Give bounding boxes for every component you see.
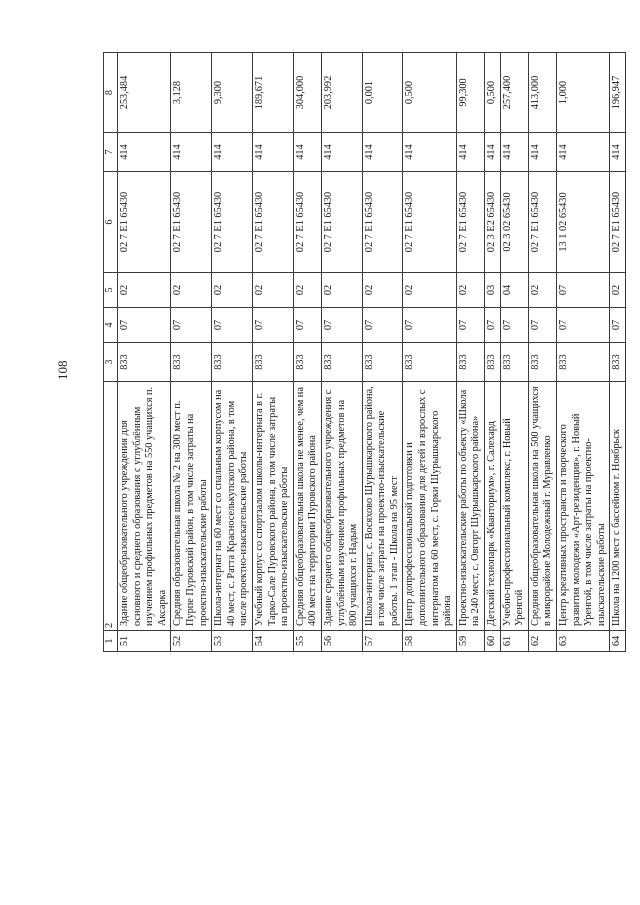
cell-section-code: 07 bbox=[485, 308, 501, 343]
cell-section-code: 07 bbox=[321, 308, 362, 343]
cell-target-article-code: 02 7 Е1 65430 bbox=[118, 172, 171, 273]
cell-object-name: Средняя общеобразовательная школа на 500 учащихся в микрорайоне Молодежный г. Муравленко bbox=[528, 382, 556, 631]
cell-expense-type-code: 414 bbox=[171, 133, 212, 172]
cell-row-number: 64 bbox=[610, 631, 626, 652]
header-col-7: 7 bbox=[104, 133, 118, 172]
cell-amount: 1,000 bbox=[557, 53, 610, 133]
table-row bbox=[500, 53, 528, 652]
table-row bbox=[528, 53, 556, 652]
cell-subsection-code: 02 bbox=[171, 273, 212, 308]
table-row bbox=[252, 53, 293, 652]
cell-row-number: 61 bbox=[500, 631, 528, 652]
cell-amount: 257,400 bbox=[500, 53, 528, 133]
cell-expense-type-code: 414 bbox=[212, 133, 253, 172]
cell-section-code: 07 bbox=[118, 308, 171, 343]
cell-amount: 253,484 bbox=[118, 53, 171, 133]
header-col-5: 5 bbox=[104, 273, 118, 308]
cell-amount: 9,300 bbox=[212, 53, 253, 133]
cell-target-article-code: 02 7 Е1 65430 bbox=[456, 172, 484, 273]
cell-subsection-code: 02 bbox=[528, 273, 556, 308]
cell-target-article-code: 02 3 02 65430 bbox=[500, 172, 528, 273]
cell-section-code: 07 bbox=[362, 308, 403, 343]
table-row bbox=[557, 53, 610, 652]
cell-object-name: Детский технопарк «Кванториум», г. Салехард bbox=[485, 382, 501, 631]
cell-amount: 0,500 bbox=[403, 53, 456, 133]
cell-expense-type-code: 414 bbox=[118, 133, 171, 172]
cell-expense-type-code: 414 bbox=[500, 133, 528, 172]
cell-expense-type-code: 414 bbox=[252, 133, 293, 172]
cell-ministry-code: 833 bbox=[557, 343, 610, 382]
table-row bbox=[610, 53, 626, 652]
cell-ministry-code: 833 bbox=[171, 343, 212, 382]
table-row bbox=[293, 53, 321, 652]
cell-row-number: 62 bbox=[528, 631, 556, 652]
cell-target-article-code: 02 7 Е1 65430 bbox=[252, 172, 293, 273]
cell-ministry-code: 833 bbox=[403, 343, 456, 382]
cell-section-code: 07 bbox=[171, 308, 212, 343]
cell-object-name: Проектно-изыскательские работы по объекту «Школа на 240 мест, с. Овгорт Шурышкарского района» bbox=[456, 382, 484, 631]
cell-section-code: 07 bbox=[212, 308, 253, 343]
cell-row-number: 58 bbox=[403, 631, 456, 652]
cell-expense-type-code: 414 bbox=[528, 133, 556, 172]
cell-subsection-code: 02 bbox=[456, 273, 484, 308]
cell-row-number: 52 bbox=[171, 631, 212, 652]
cell-section-code: 07 bbox=[252, 308, 293, 343]
header-col-8: 8 bbox=[104, 53, 118, 133]
cell-target-article-code: 02 7 Е1 65430 bbox=[610, 172, 626, 273]
cell-subsection-code: 02 bbox=[212, 273, 253, 308]
cell-ministry-code: 833 bbox=[500, 343, 528, 382]
cell-target-article-code: 02 7 Е1 65430 bbox=[362, 172, 403, 273]
cell-subsection-code: 03 bbox=[485, 273, 501, 308]
cell-target-article-code: 13 1 02 65430 bbox=[557, 172, 610, 273]
cell-amount: 413,000 bbox=[528, 53, 556, 133]
table-row bbox=[212, 53, 253, 652]
cell-object-name: Здание среднего общеобразовательного учреждения с углублённым изучением профильных предметов на 800 учащихся г. Надым bbox=[321, 382, 362, 631]
cell-object-name: Школа-интернат на 60 мест со спальным корпусом на 40 мест, с. Ратта Красноселькупского района, в том числе проектно-изыскательские работы bbox=[212, 382, 253, 631]
cell-object-name: Центр креативных пространств и творческого развития молодежи «Арт-резиденция», г. Новый Уренгой, в том числе затраты на проектно-изыскательские работы bbox=[557, 382, 610, 631]
cell-row-number: 63 bbox=[557, 631, 610, 652]
cell-subsection-code: 02 bbox=[321, 273, 362, 308]
table-header-row bbox=[104, 53, 118, 652]
cell-ministry-code: 833 bbox=[362, 343, 403, 382]
cell-target-article-code: 02 3 Е2 65430 bbox=[485, 172, 501, 273]
header-col-3: 3 bbox=[104, 343, 118, 382]
cell-target-article-code: 02 7 Е1 65430 bbox=[403, 172, 456, 273]
cell-amount: 189,671 bbox=[252, 53, 293, 133]
table-row bbox=[362, 53, 403, 652]
cell-subsection-code: 02 bbox=[403, 273, 456, 308]
cell-object-name: Учебно-профессиональный комплекс, г. Новый Уренгой bbox=[500, 382, 528, 631]
cell-ministry-code: 833 bbox=[293, 343, 321, 382]
cell-section-code: 07 bbox=[557, 308, 610, 343]
cell-object-name: Школа-интернат, с. Восяхово Шурышкарского района, в том числе затраты на проектно-изыскательские работы. 1 этап - Школа на 95 мест bbox=[362, 382, 403, 631]
cell-subsection-code: 02 bbox=[293, 273, 321, 308]
cell-section-code: 07 bbox=[528, 308, 556, 343]
cell-object-name: Средняя образовательная школа № 2 на 300 мест п. Пурпе Пуровский район, в том числе затраты на проектно-изыскательские работы bbox=[171, 382, 212, 631]
cell-expense-type-code: 414 bbox=[403, 133, 456, 172]
cell-expense-type-code: 414 bbox=[456, 133, 484, 172]
cell-section-code: 07 bbox=[293, 308, 321, 343]
cell-subsection-code: 04 bbox=[500, 273, 528, 308]
page-number: 108 bbox=[55, 360, 70, 380]
cell-expense-type-code: 414 bbox=[557, 133, 610, 172]
cell-row-number: 60 bbox=[485, 631, 501, 652]
header-col-2: 2 bbox=[104, 382, 118, 631]
cell-amount: 304,000 bbox=[293, 53, 321, 133]
cell-row-number: 53 bbox=[212, 631, 253, 652]
table-row bbox=[321, 53, 362, 652]
header-col-6: 6 bbox=[104, 172, 118, 273]
cell-ministry-code: 833 bbox=[212, 343, 253, 382]
cell-row-number: 51 bbox=[118, 631, 171, 652]
cell-expense-type-code: 414 bbox=[321, 133, 362, 172]
cell-target-article-code: 02 7 Е1 65430 bbox=[171, 172, 212, 273]
cell-ministry-code: 833 bbox=[456, 343, 484, 382]
table-row bbox=[118, 53, 171, 652]
cell-object-name: Школа на 1200 мест с бассейном г. Ноябрьск bbox=[610, 382, 626, 631]
table-row bbox=[403, 53, 456, 652]
cell-object-name: Средняя общеобразовательная школа не менее, чем на 400 мест на территории Пуровского района bbox=[293, 382, 321, 631]
cell-section-code: 07 bbox=[456, 308, 484, 343]
cell-subsection-code: 02 bbox=[252, 273, 293, 308]
cell-row-number: 56 bbox=[321, 631, 362, 652]
cell-ministry-code: 833 bbox=[118, 343, 171, 382]
cell-amount: 0,500 bbox=[485, 53, 501, 133]
budget-table bbox=[103, 52, 626, 652]
cell-target-article-code: 02 7 Е1 65430 bbox=[293, 172, 321, 273]
cell-amount: 0,001 bbox=[362, 53, 403, 133]
cell-row-number: 57 bbox=[362, 631, 403, 652]
cell-subsection-code: 07 bbox=[557, 273, 610, 308]
cell-amount: 196,947 bbox=[610, 53, 626, 133]
budget-table-sheet bbox=[103, 52, 623, 652]
cell-target-article-code: 02 7 Е1 65430 bbox=[528, 172, 556, 273]
header-col-4: 4 bbox=[104, 308, 118, 343]
table-row bbox=[485, 53, 501, 652]
cell-subsection-code: 02 bbox=[610, 273, 626, 308]
cell-target-article-code: 02 7 Е1 65430 bbox=[321, 172, 362, 273]
cell-ministry-code: 833 bbox=[485, 343, 501, 382]
cell-amount: 99,300 bbox=[456, 53, 484, 133]
cell-section-code: 07 bbox=[610, 308, 626, 343]
cell-subsection-code: 02 bbox=[118, 273, 171, 308]
cell-row-number: 55 bbox=[293, 631, 321, 652]
cell-target-article-code: 02 7 Е1 65430 bbox=[212, 172, 253, 273]
cell-object-name: Центр допрофессиональной подготовки и дополнительного образования для детей и взрослых с интернатом на 60 мест, с. Горки Шурышкарского района bbox=[403, 382, 456, 631]
cell-ministry-code: 833 bbox=[528, 343, 556, 382]
cell-expense-type-code: 414 bbox=[362, 133, 403, 172]
cell-ministry-code: 833 bbox=[321, 343, 362, 382]
cell-section-code: 07 bbox=[403, 308, 456, 343]
header-col-1: 1 bbox=[104, 631, 118, 652]
table-row bbox=[456, 53, 484, 652]
cell-row-number: 59 bbox=[456, 631, 484, 652]
table-row bbox=[171, 53, 212, 652]
cell-amount: 3,128 bbox=[171, 53, 212, 133]
cell-object-name: Здание общеобразовательного учреждения для основного и среднего образования с углублённым изучением профильных предметов на 550 учащихся п. Аксарка bbox=[118, 382, 171, 631]
cell-object-name: Учебный корпус со спортзалом школы-интерната в г. Тарко-Сале Пуровского района, в том числе затраты на проектно-изыскательские работы bbox=[252, 382, 293, 631]
cell-ministry-code: 833 bbox=[252, 343, 293, 382]
table-body bbox=[118, 53, 626, 652]
cell-ministry-code: 833 bbox=[610, 343, 626, 382]
cell-row-number: 54 bbox=[252, 631, 293, 652]
cell-expense-type-code: 414 bbox=[293, 133, 321, 172]
cell-expense-type-code: 414 bbox=[485, 133, 501, 172]
cell-section-code: 07 bbox=[500, 308, 528, 343]
cell-amount: 203,992 bbox=[321, 53, 362, 133]
cell-subsection-code: 02 bbox=[362, 273, 403, 308]
cell-expense-type-code: 414 bbox=[610, 133, 626, 172]
